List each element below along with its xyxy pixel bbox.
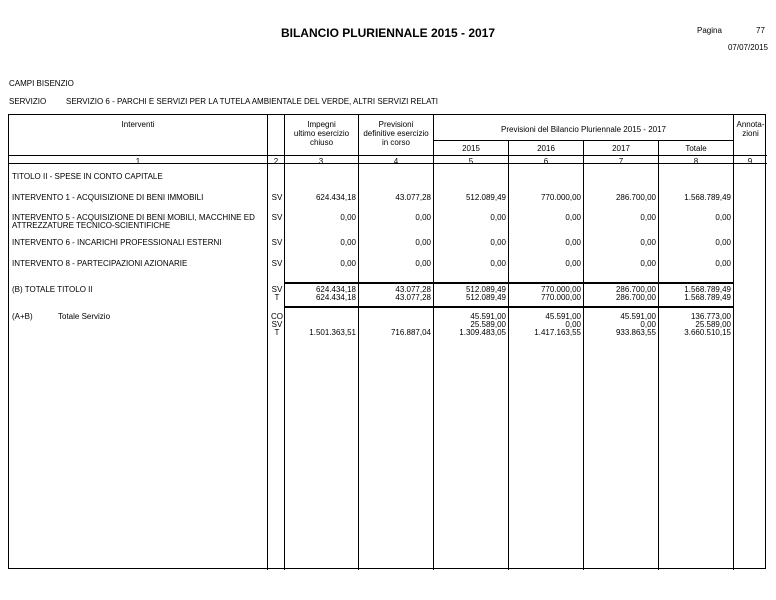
cell-previsioni: 43.077,28 xyxy=(395,193,431,202)
cell-y2015: 45.591,00 xyxy=(470,312,506,321)
totale-servizio-name: Totale Servizio xyxy=(58,312,111,321)
cell-previsioni: 43.077,28 xyxy=(395,293,431,302)
cell-y2015: 1.309.483,05 xyxy=(459,328,506,337)
cell-totale: 136.773,00 xyxy=(690,312,731,321)
cell-y2016: 0,00 xyxy=(565,213,581,222)
vrule-1 xyxy=(267,115,268,570)
row-label: INTERVENTO 8 - PARTECIPAZIONI AZIONARIE xyxy=(12,259,188,268)
cell-y2017: 286.700,00 xyxy=(615,285,656,294)
rule-header-bottom xyxy=(9,155,767,156)
cell-y2015: 0,00 xyxy=(490,259,506,268)
cell-y2015: 512.089,49 xyxy=(465,293,506,302)
titolo-label: TITOLO II - SPESE IN CONTO CAPITALE xyxy=(12,172,163,181)
cell-impegni: 624.434,18 xyxy=(315,193,356,202)
cell-y2017: 933.863,55 xyxy=(615,328,656,337)
cell-previsioni: 43.077,28 xyxy=(395,285,431,294)
vrule-6 xyxy=(583,140,584,570)
colnum-5: 5 xyxy=(468,157,474,166)
cell-totale: 25.589,00 xyxy=(695,320,731,329)
vrule-3 xyxy=(358,115,359,570)
row-label: INTERVENTO 1 - ACQUISIZIONE DI BENI IMMOBILI xyxy=(12,193,204,202)
cell-y2015: 0,00 xyxy=(490,238,506,247)
cell-y2017: 286.700,00 xyxy=(615,293,656,302)
servizio-description: SERVIZIO 6 - PARCHI E SERVIZI PER LA TUTELA AMBIENTALE DEL VERDE, ALTRI SERVIZI RELATI xyxy=(66,97,438,106)
cell-y2016: 770.000,00 xyxy=(540,193,581,202)
row-label: (B) TOTALE TITOLO II xyxy=(12,285,93,294)
cell-impegni: 0,00 xyxy=(340,259,356,268)
servizio-label: SERVIZIO xyxy=(9,97,47,106)
header-previsioni-definitive: Previsioni definitive esercizio in corso xyxy=(363,120,429,147)
vrule-8 xyxy=(733,115,734,570)
cell-totale: 0,00 xyxy=(715,238,731,247)
cell-y2015: 512.089,49 xyxy=(465,285,506,294)
cell-y2016: 45.591,00 xyxy=(545,312,581,321)
colnum-8: 8 xyxy=(693,157,699,166)
cell-impegni: 0,00 xyxy=(340,213,356,222)
cell-totale: 0,00 xyxy=(715,213,731,222)
vrule-2 xyxy=(284,115,285,570)
colnum-7: 7 xyxy=(618,157,624,166)
cell-totale: 1.568.789,49 xyxy=(684,193,731,202)
row-tipo: SV xyxy=(271,259,283,268)
row-tipo: T xyxy=(274,293,280,302)
cell-totale: 1.568.789,49 xyxy=(684,293,731,302)
cell-y2016: 0,00 xyxy=(565,259,581,268)
cell-y2016: 770.000,00 xyxy=(540,285,581,294)
cell-impegni: 1.501.363,51 xyxy=(309,328,356,337)
cell-previsioni: 0,00 xyxy=(415,238,431,247)
report-title: BILANCIO PLURIENNALE 2015 - 2017 xyxy=(280,26,496,40)
cell-impegni: 624.434,18 xyxy=(315,285,356,294)
cell-totale: 3.660.510,15 xyxy=(684,328,731,337)
page-label: Pagina xyxy=(697,26,722,35)
vrule-4 xyxy=(433,115,434,570)
cell-y2016: 0,00 xyxy=(565,238,581,247)
row-tipo: SV xyxy=(271,238,283,247)
page-number: 77 xyxy=(756,26,765,35)
row-tipo: SV xyxy=(271,193,283,202)
totale-servizio-prefix: (A+B) xyxy=(12,312,33,321)
header-year-2017: 2017 xyxy=(612,144,630,153)
cell-y2016: 0,00 xyxy=(565,320,581,329)
cell-y2017: 286.700,00 xyxy=(615,193,656,202)
row-tipo: T xyxy=(274,328,280,337)
row-label: INTERVENTO 6 - INCARICHI PROFESSIONALI ESTERNI xyxy=(12,238,222,247)
colnum-2: 2 xyxy=(273,157,279,166)
cell-totale: 0,00 xyxy=(715,259,731,268)
cell-y2015: 0,00 xyxy=(490,213,506,222)
header-impegni: Impegni ultimo esercizio chiuso xyxy=(293,120,350,147)
cell-y2017: 0,00 xyxy=(640,259,656,268)
cell-previsioni: 716.887,04 xyxy=(390,328,431,337)
cell-y2015: 25.589,00 xyxy=(470,320,506,329)
cell-y2015: 512.089,49 xyxy=(465,193,506,202)
cell-impegni: 624.434,18 xyxy=(315,293,356,302)
row-tipo: CO xyxy=(271,312,283,321)
budget-table xyxy=(8,114,766,569)
header-previsioni-bilancio: Previsioni del Bilancio Pluriennale 2015 - 2017 xyxy=(501,125,666,134)
cell-y2016: 770.000,00 xyxy=(540,293,581,302)
vrule-5 xyxy=(508,140,509,570)
cell-y2017: 0,00 xyxy=(640,213,656,222)
ente-name: CAMPI BISENZIO xyxy=(9,79,74,88)
header-year-2015: 2015 xyxy=(462,144,480,153)
report-date: 07/07/2015 xyxy=(727,43,768,52)
cell-impegni: 0,00 xyxy=(340,238,356,247)
header-interventi: Interventi xyxy=(121,120,155,129)
row-tipo: SV xyxy=(271,320,283,329)
cell-totale: 1.568.789,49 xyxy=(684,285,731,294)
colnum-3: 3 xyxy=(318,157,324,166)
cell-previsioni: 0,00 xyxy=(415,213,431,222)
header-totale: Totale xyxy=(685,144,707,153)
colnum-4: 4 xyxy=(393,157,399,166)
header-year-2016: 2016 xyxy=(537,144,555,153)
header-annotazioni: Annota- zioni xyxy=(736,120,765,138)
colnum-9: 9 xyxy=(747,157,753,166)
cell-y2017: 45.591,00 xyxy=(620,312,656,321)
cell-y2017: 0,00 xyxy=(640,238,656,247)
cell-y2016: 1.417.163,55 xyxy=(534,328,581,337)
row-tipo: SV xyxy=(271,285,283,294)
row-tipo: SV xyxy=(271,213,283,222)
row-label: INTERVENTO 5 - ACQUISIZIONE DI BENI MOBILI, MACCHINE ED ATTREZZATURE TECNICO-SCIENTIFICHE xyxy=(12,213,255,230)
colnum-1: 1 xyxy=(135,157,141,166)
cell-previsioni: 0,00 xyxy=(415,259,431,268)
cell-y2017: 0,00 xyxy=(640,320,656,329)
vrule-7 xyxy=(658,140,659,570)
colnum-6: 6 xyxy=(543,157,549,166)
